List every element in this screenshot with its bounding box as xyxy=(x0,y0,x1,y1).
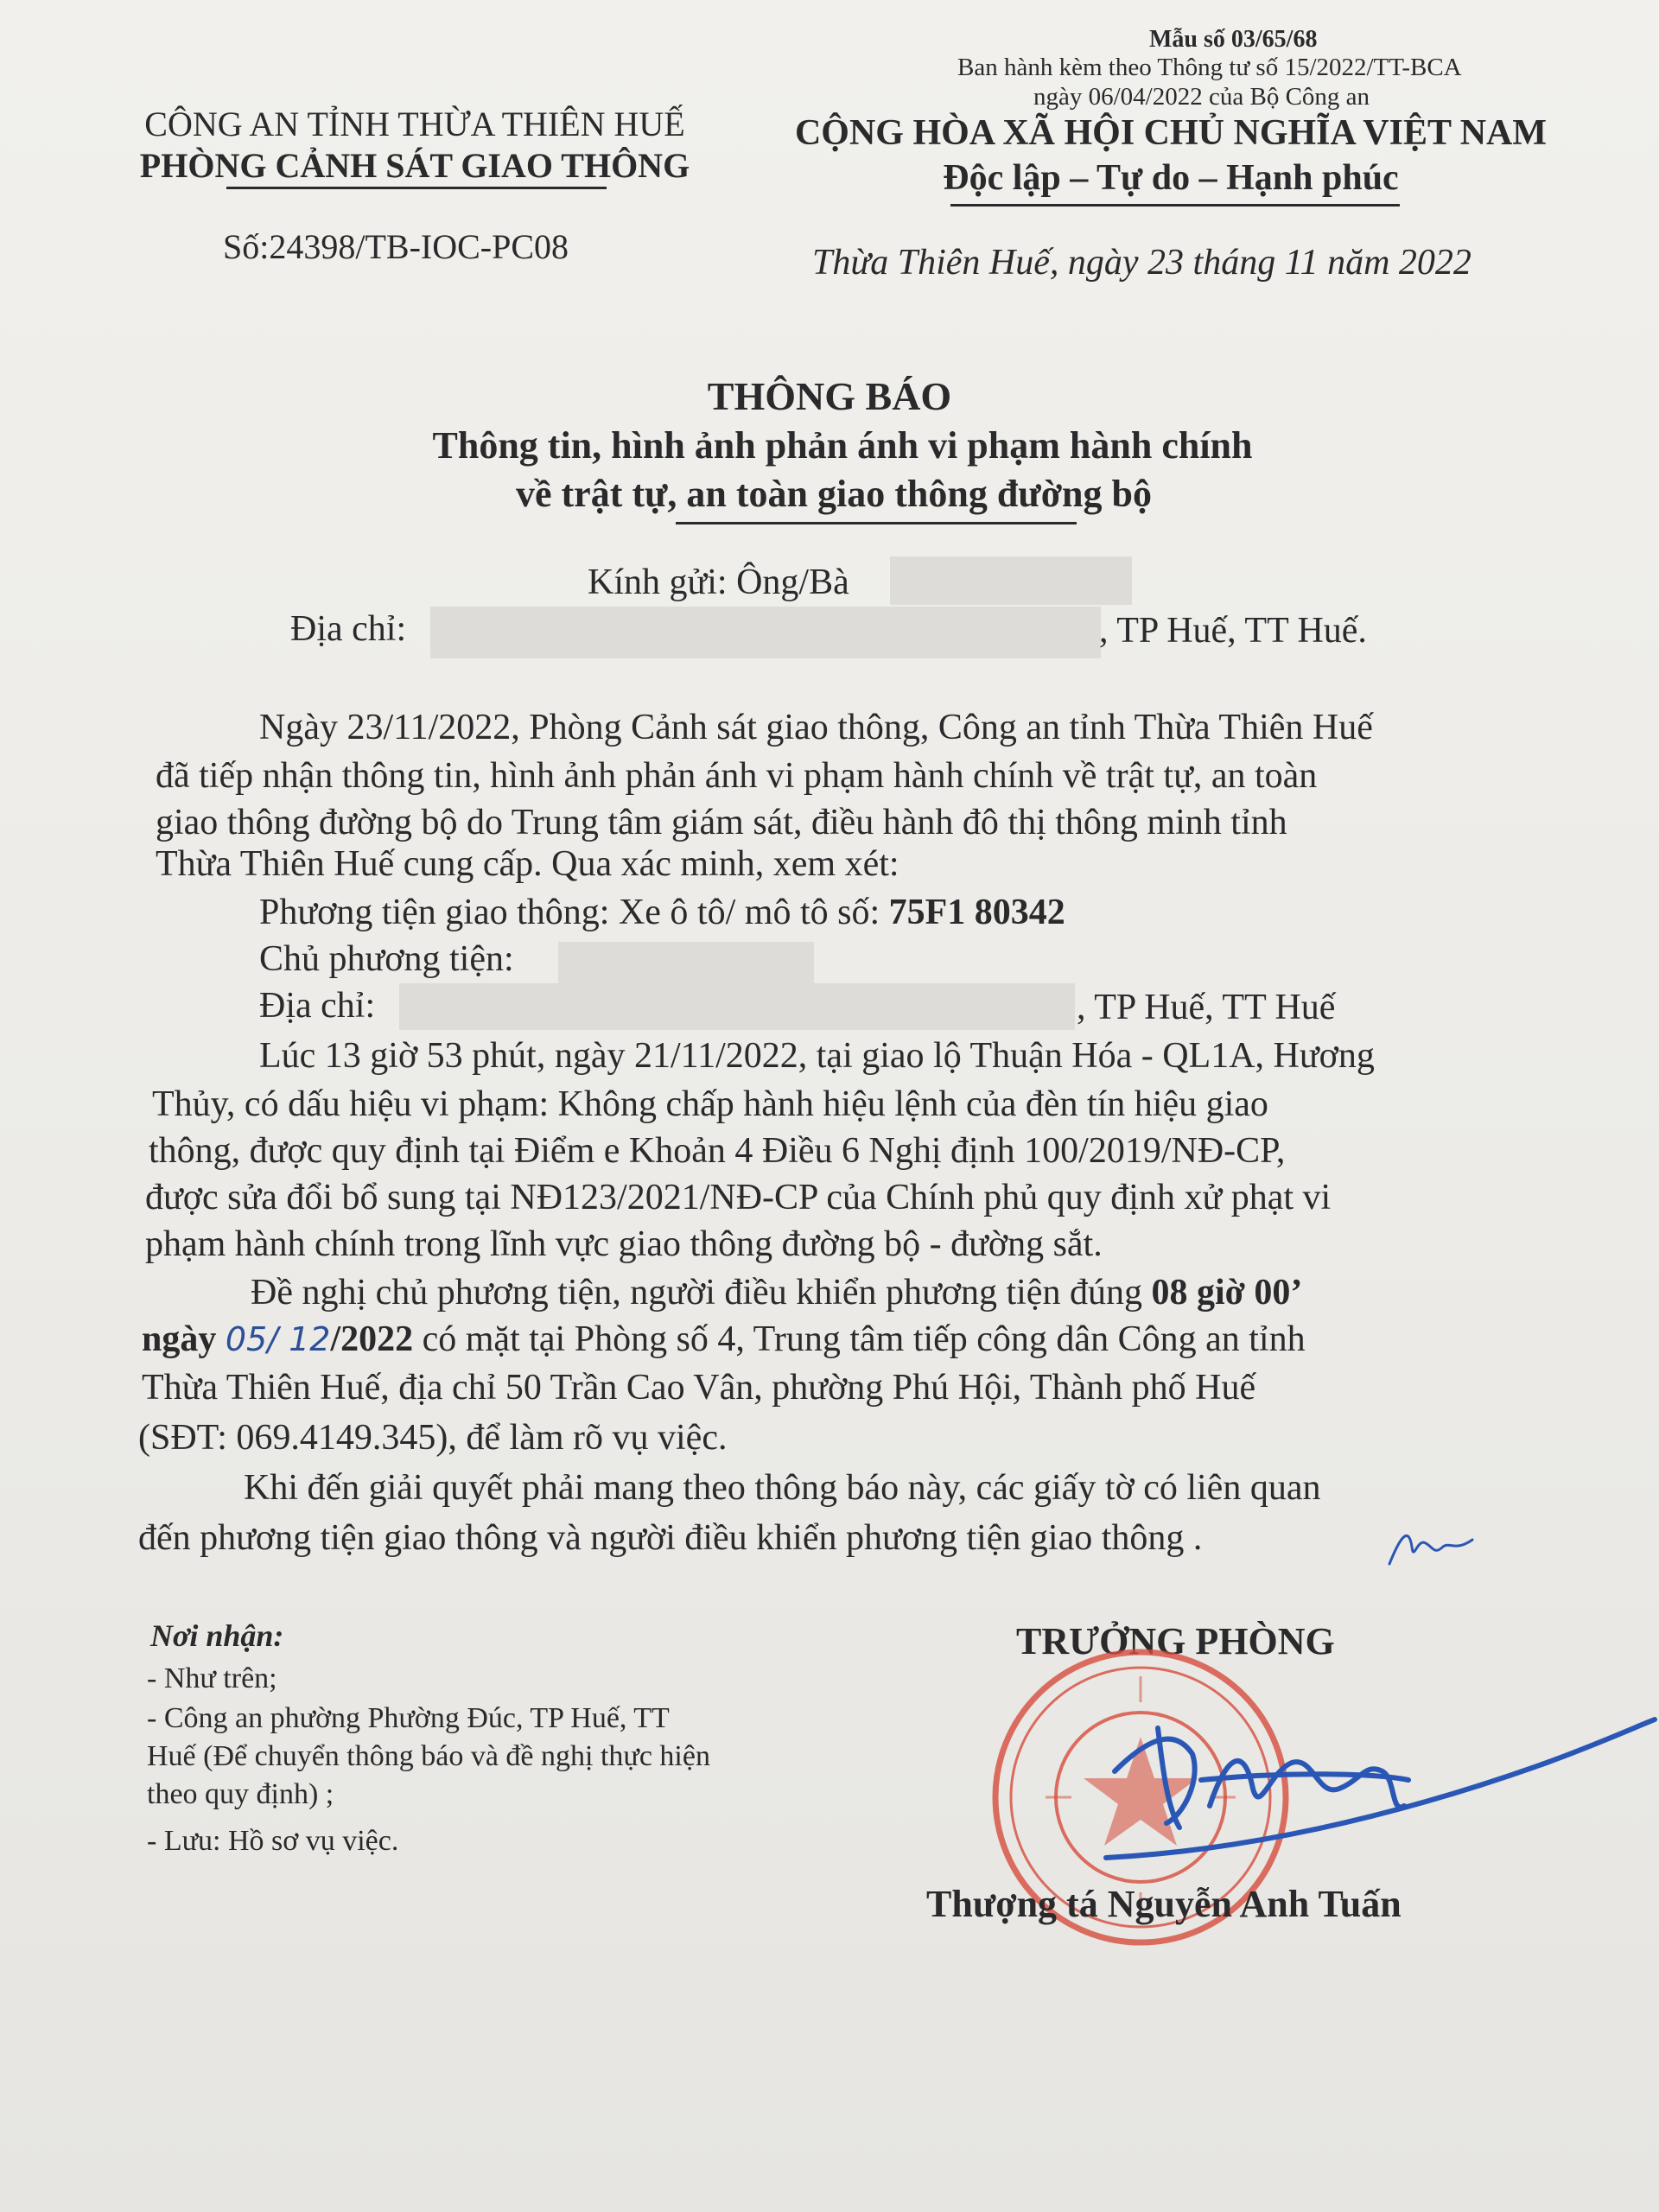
vehicle-label: Phương tiện giao thông: Xe ô tô/ mô tô số: xyxy=(259,893,889,932)
handwritten-initial-icon xyxy=(1382,1521,1478,1573)
recipient-address-label: Địa chỉ: xyxy=(290,609,407,649)
department-underline xyxy=(226,187,607,189)
vehicle-line xyxy=(259,892,1065,933)
recipients-item4: theo quy định) ; xyxy=(147,1778,334,1810)
signer-title: TRƯỞNG PHÒNG xyxy=(1016,1620,1335,1662)
redacted-owner xyxy=(558,942,814,988)
place-and-date: Thừa Thiên Huế, ngày 23 tháng 11 năm 2022 xyxy=(812,243,1471,283)
request-line2 xyxy=(142,1319,1306,1360)
request-line1 xyxy=(251,1272,1302,1313)
paragraph1-line3: giao thông đường bộ do Trung tâm giám sát, điều hành đô thị thông minh tỉnh xyxy=(156,803,1287,842)
vehicle-plate: 75F1 80342 xyxy=(888,893,1065,932)
recipients-item3: Huế (Để chuyển thông báo và đề nghị thực hiện xyxy=(147,1740,710,1772)
paragraph1-line2: đã tiếp nhận thông tin, hình ảnh phản ánh vi phạm hành chính về trật tự, an toàn xyxy=(156,756,1318,796)
violation-line5: phạm hành chính trong lĩnh vực giao thông đường bộ - đường sắt. xyxy=(145,1224,1103,1264)
form-number: Mẫu số 03/65/68 xyxy=(1149,26,1318,53)
document-title: THÔNG BÁO xyxy=(707,374,952,418)
owner-address-label: Địa chỉ: xyxy=(259,986,376,1026)
request-line4: (SĐT: 069.4149.345), để làm rõ vụ việc. xyxy=(138,1418,728,1458)
closing-line1: Khi đến giải quyết phải mang theo thông báo này, các giấy tờ có liên quan xyxy=(244,1468,1321,1508)
recipients-label: Nơi nhận: xyxy=(150,1618,284,1653)
violation-line3: thông, được quy định tại Điểm e Khoản 4 Điều 6 Nghị định 100/2019/NĐ-CP, xyxy=(149,1131,1286,1171)
motto-underline xyxy=(950,204,1400,207)
handwritten-month: 12 xyxy=(278,1320,331,1358)
document-number: Số:24398/TB-IOC-PC08 xyxy=(223,227,569,266)
owner-label: Chủ phương tiện: xyxy=(259,939,514,979)
recipients-item5: - Lưu: Hồ sơ vụ việc. xyxy=(147,1825,399,1857)
subtitle-underline xyxy=(676,522,1077,524)
agency-name: CÔNG AN TỈNH THỪA THIÊN HUẾ xyxy=(144,105,685,143)
request-line3: Thừa Thiên Huế, địa chỉ 50 Trần Cao Vân, phường Phú Hội, Thành phố Huế xyxy=(142,1368,1256,1408)
handwritten-day: 05/ xyxy=(225,1320,279,1358)
paragraph1-line1: Ngày 23/11/2022, Phòng Cảnh sát giao thông, Công an tỉnh Thừa Thiên Huế xyxy=(259,708,1373,747)
document-subtitle-line1: Thông tin, hình ảnh phản ánh vi phạm hành chính xyxy=(432,424,1253,467)
signer-name: Thượng tá Nguyễn Anh Tuấn xyxy=(926,1883,1402,1925)
request-year: /2022 xyxy=(330,1319,414,1359)
national-motto: Độc lập – Tự do – Hạnh phúc xyxy=(943,158,1399,198)
recipients-item2: - Công an phường Phường Đúc, TP Huế, TT xyxy=(147,1702,670,1734)
closing-line2: đến phương tiện giao thông và người điều khiển phương tiện giao thông . xyxy=(138,1518,1203,1558)
redacted-address xyxy=(430,607,1101,658)
violation-line4: được sửa đổi bổ sung tại NĐ123/2021/NĐ-CP của Chính phủ quy định xử phạt vi xyxy=(145,1178,1332,1217)
issued-note-line1: Ban hành kèm theo Thông tư số 15/2022/TT-BCA xyxy=(957,54,1462,81)
paragraph1-line4: Thừa Thiên Huế cung cấp. Qua xác minh, xem xét: xyxy=(156,844,899,884)
department-name: PHÒNG CẢNH SÁT GIAO THÔNG xyxy=(139,146,690,185)
redacted-owner-address xyxy=(399,983,1075,1030)
violation-line1: Lúc 13 giờ 53 phút, ngày 21/11/2022, tại giao lộ Thuận Hóa - QL1A, Hương xyxy=(259,1036,1375,1076)
signature-icon xyxy=(1097,1676,1659,1866)
redacted-name xyxy=(890,556,1132,605)
violation-line2: Thủy, có dấu hiệu vi phạm: Không chấp hành hiệu lệnh của đèn tín hiệu giao xyxy=(152,1084,1268,1124)
republic-name: CỘNG HÒA XÃ HỘI CHỦ NGHĨA VIỆT NAM xyxy=(794,113,1548,153)
owner-address-city: , TP Huế, TT Huế xyxy=(1077,988,1336,1027)
request-ngay: ngày xyxy=(142,1319,226,1359)
request-place: có mặt tại Phòng số 4, Trung tâm tiếp công dân Công an tỉnh xyxy=(413,1319,1306,1359)
document-subtitle-line2: về trật tự, an toàn giao thông đường bộ xyxy=(515,473,1152,515)
recipients-item1: - Như trên; xyxy=(147,1662,277,1694)
request-text: Đề nghị chủ phương tiện, người điều khiển phương tiện đúng xyxy=(251,1273,1152,1313)
request-time: 08 giờ 00’ xyxy=(1151,1273,1303,1313)
salutation: Kính gửi: Ông/Bà xyxy=(588,563,849,602)
issued-note-line2: ngày 06/04/2022 của Bộ Công an xyxy=(1033,83,1370,111)
recipient-address-city: , TP Huế, TT Huế. xyxy=(1099,611,1367,651)
